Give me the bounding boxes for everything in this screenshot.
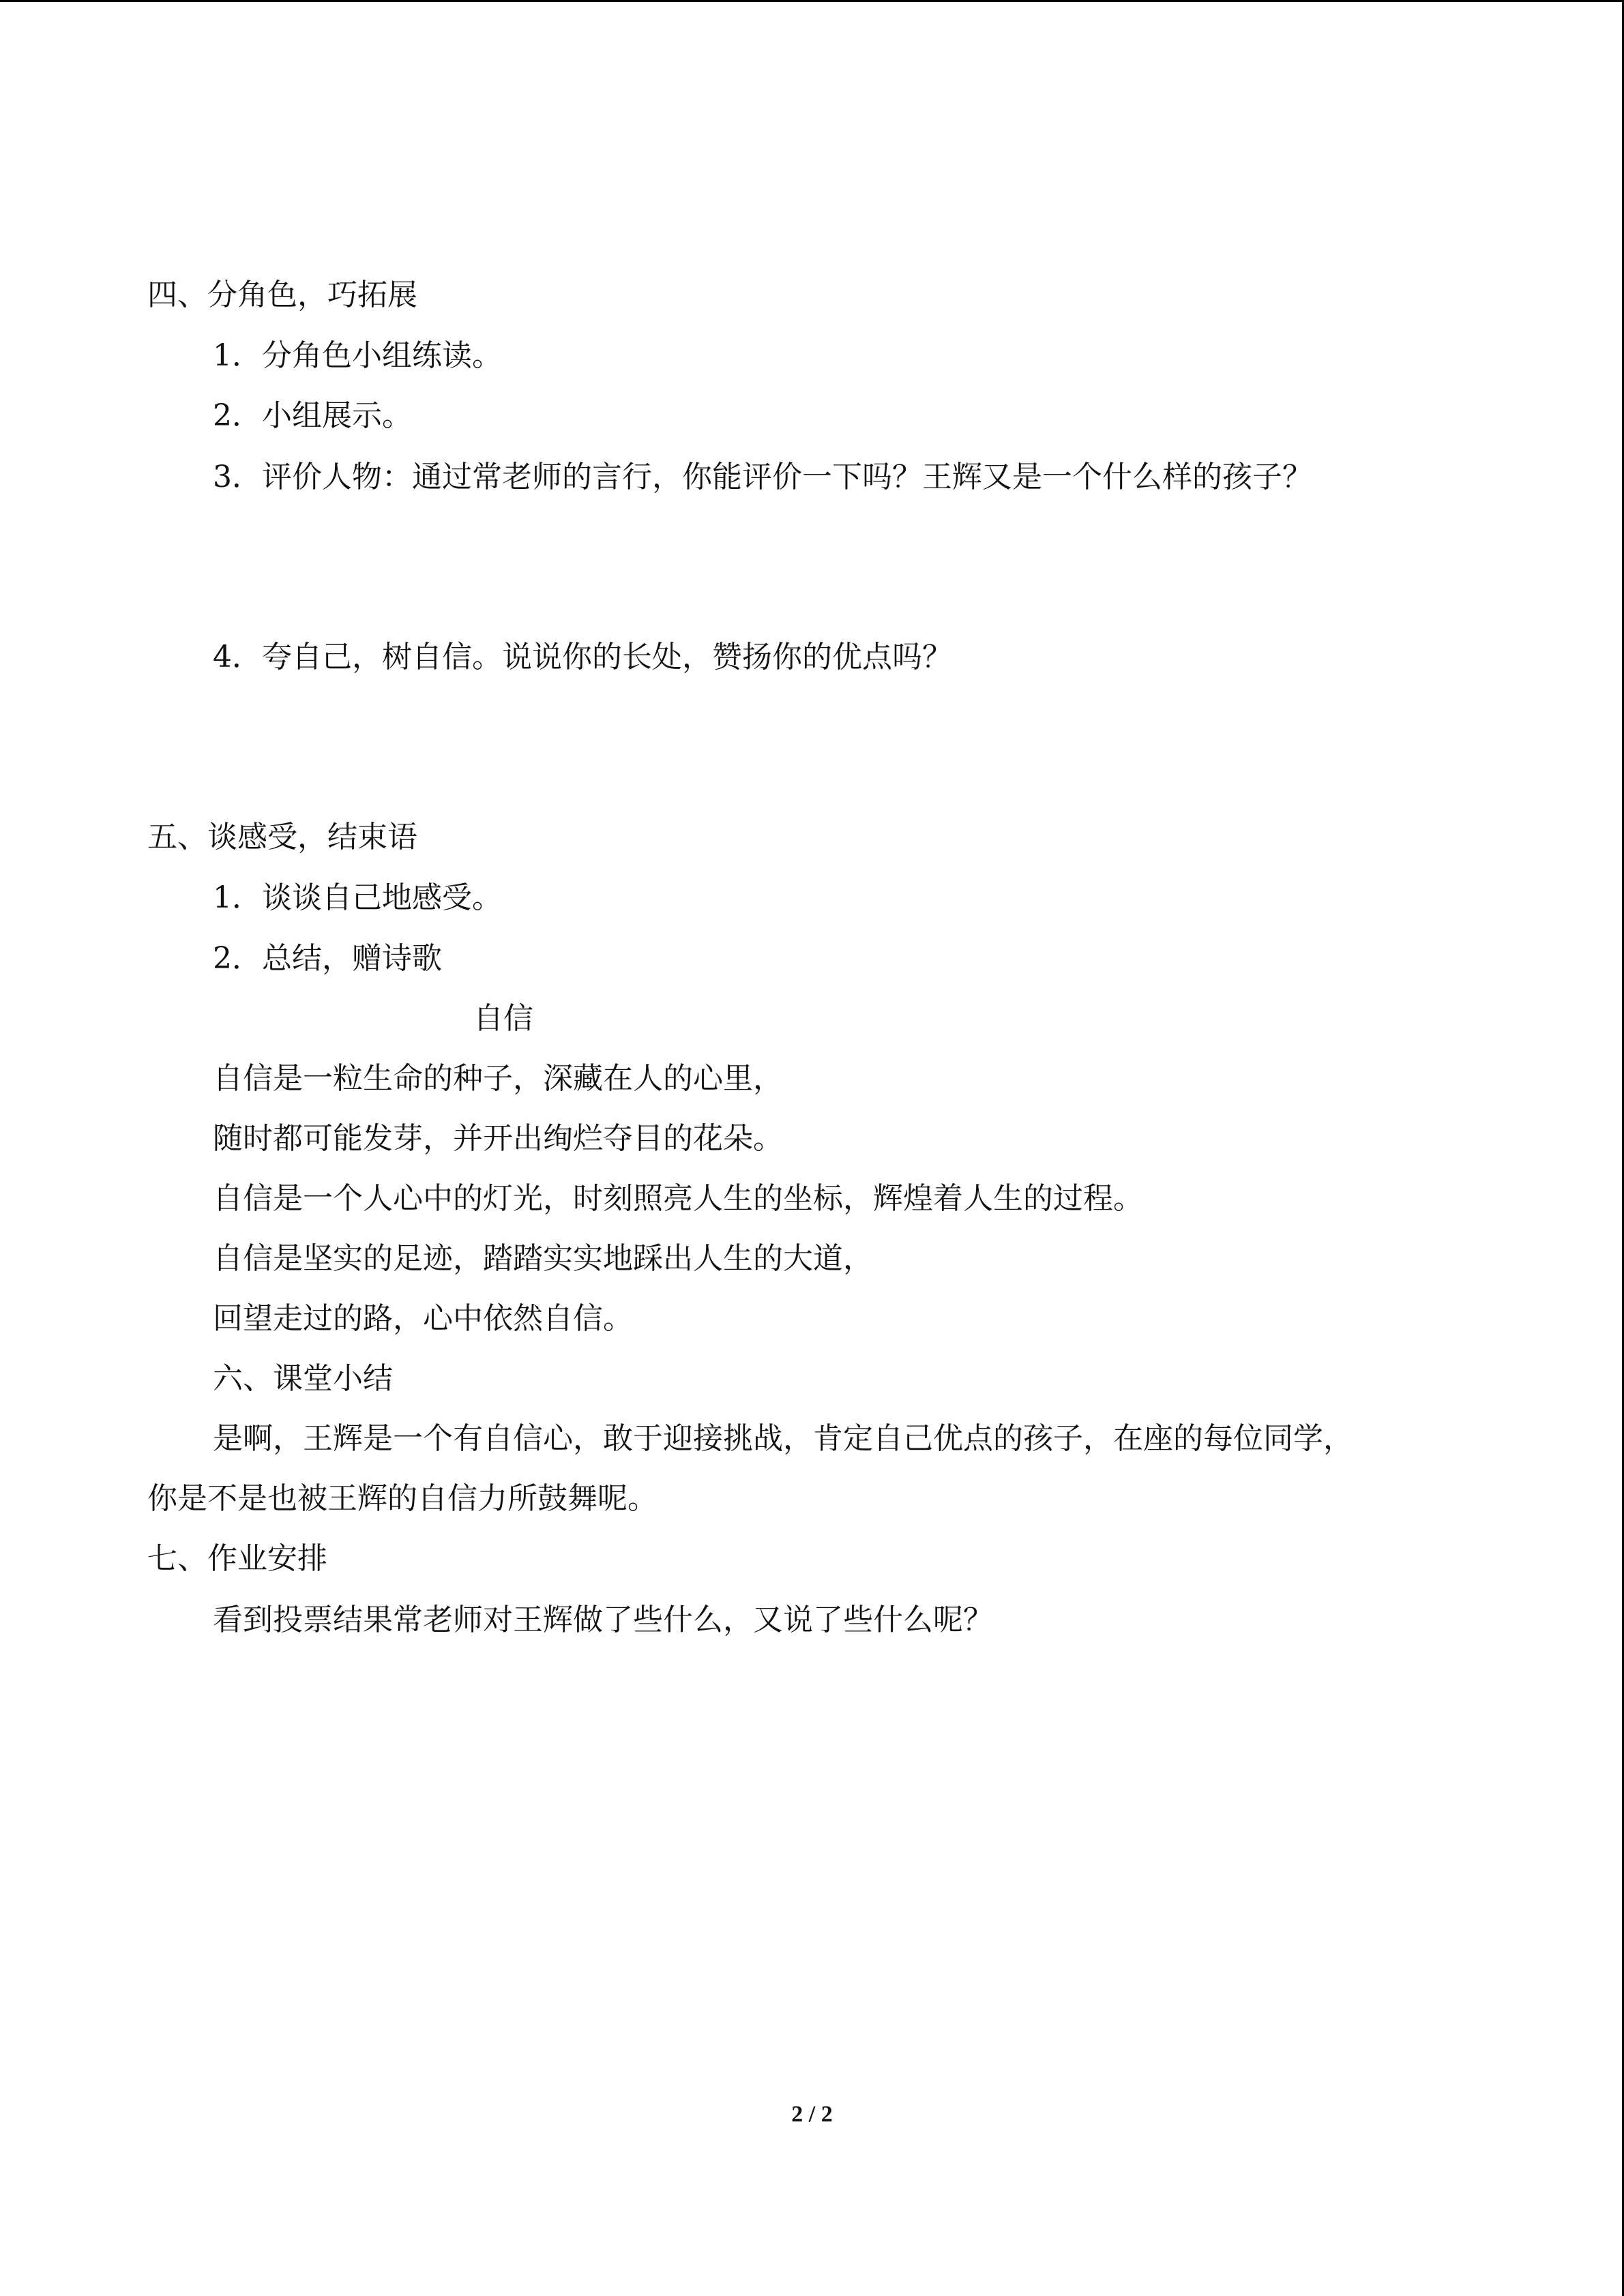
list-item: 1．谈谈自己地感受。 — [213, 880, 502, 915]
list-item: 2．小组展示。 — [213, 398, 412, 433]
section-heading-4: 四、分角色，巧拓展 — [147, 278, 417, 312]
poem-line: 随时都可能发芽，并开出绚烂夺目的花朵。 — [213, 1121, 783, 1156]
poem-line: 自信是一粒生命的种子，深藏在人的心里， — [213, 1061, 783, 1096]
list-item: 1．分角色小组练读。 — [213, 338, 502, 373]
summary-paragraph-line: 你是不是也被王辉的自信力所鼓舞呢。 — [147, 1481, 658, 1516]
poem-line: 自信是一个人心中的灯光，时刻照亮人生的坐标，辉煌着人生的过程。 — [213, 1181, 1143, 1216]
list-item: 3．评价人物：通过常老师的言行，你能评价一下吗？王辉又是一个什么样的孩子？ — [213, 460, 1312, 494]
page-number: 2 / 2 — [791, 2102, 833, 2127]
section-heading-5: 五、谈感受，结束语 — [147, 820, 417, 854]
poem-title: 自信 — [473, 1001, 533, 1036]
list-item: 4．夸自己，树自信。说说你的长处，赞扬你的优点吗？ — [213, 640, 952, 674]
poem-line: 回望走过的路，心中依然自信。 — [213, 1301, 633, 1336]
section-heading-7: 七、作业安排 — [147, 1541, 327, 1576]
homework-paragraph: 看到投票结果常老师对王辉做了些什么，又说了些什么呢？ — [213, 1602, 993, 1637]
poem-line: 自信是坚实的足迹，踏踏实实地踩出人生的大道， — [213, 1241, 873, 1276]
summary-paragraph-line: 是啊，王辉是一个有自信心，敢于迎接挑战，肯定自己优点的孩子，在座的每位同学， — [213, 1421, 1353, 1456]
list-item: 2．总结，赠诗歌 — [213, 941, 442, 976]
section-heading-6: 六、课堂小结 — [213, 1361, 393, 1396]
